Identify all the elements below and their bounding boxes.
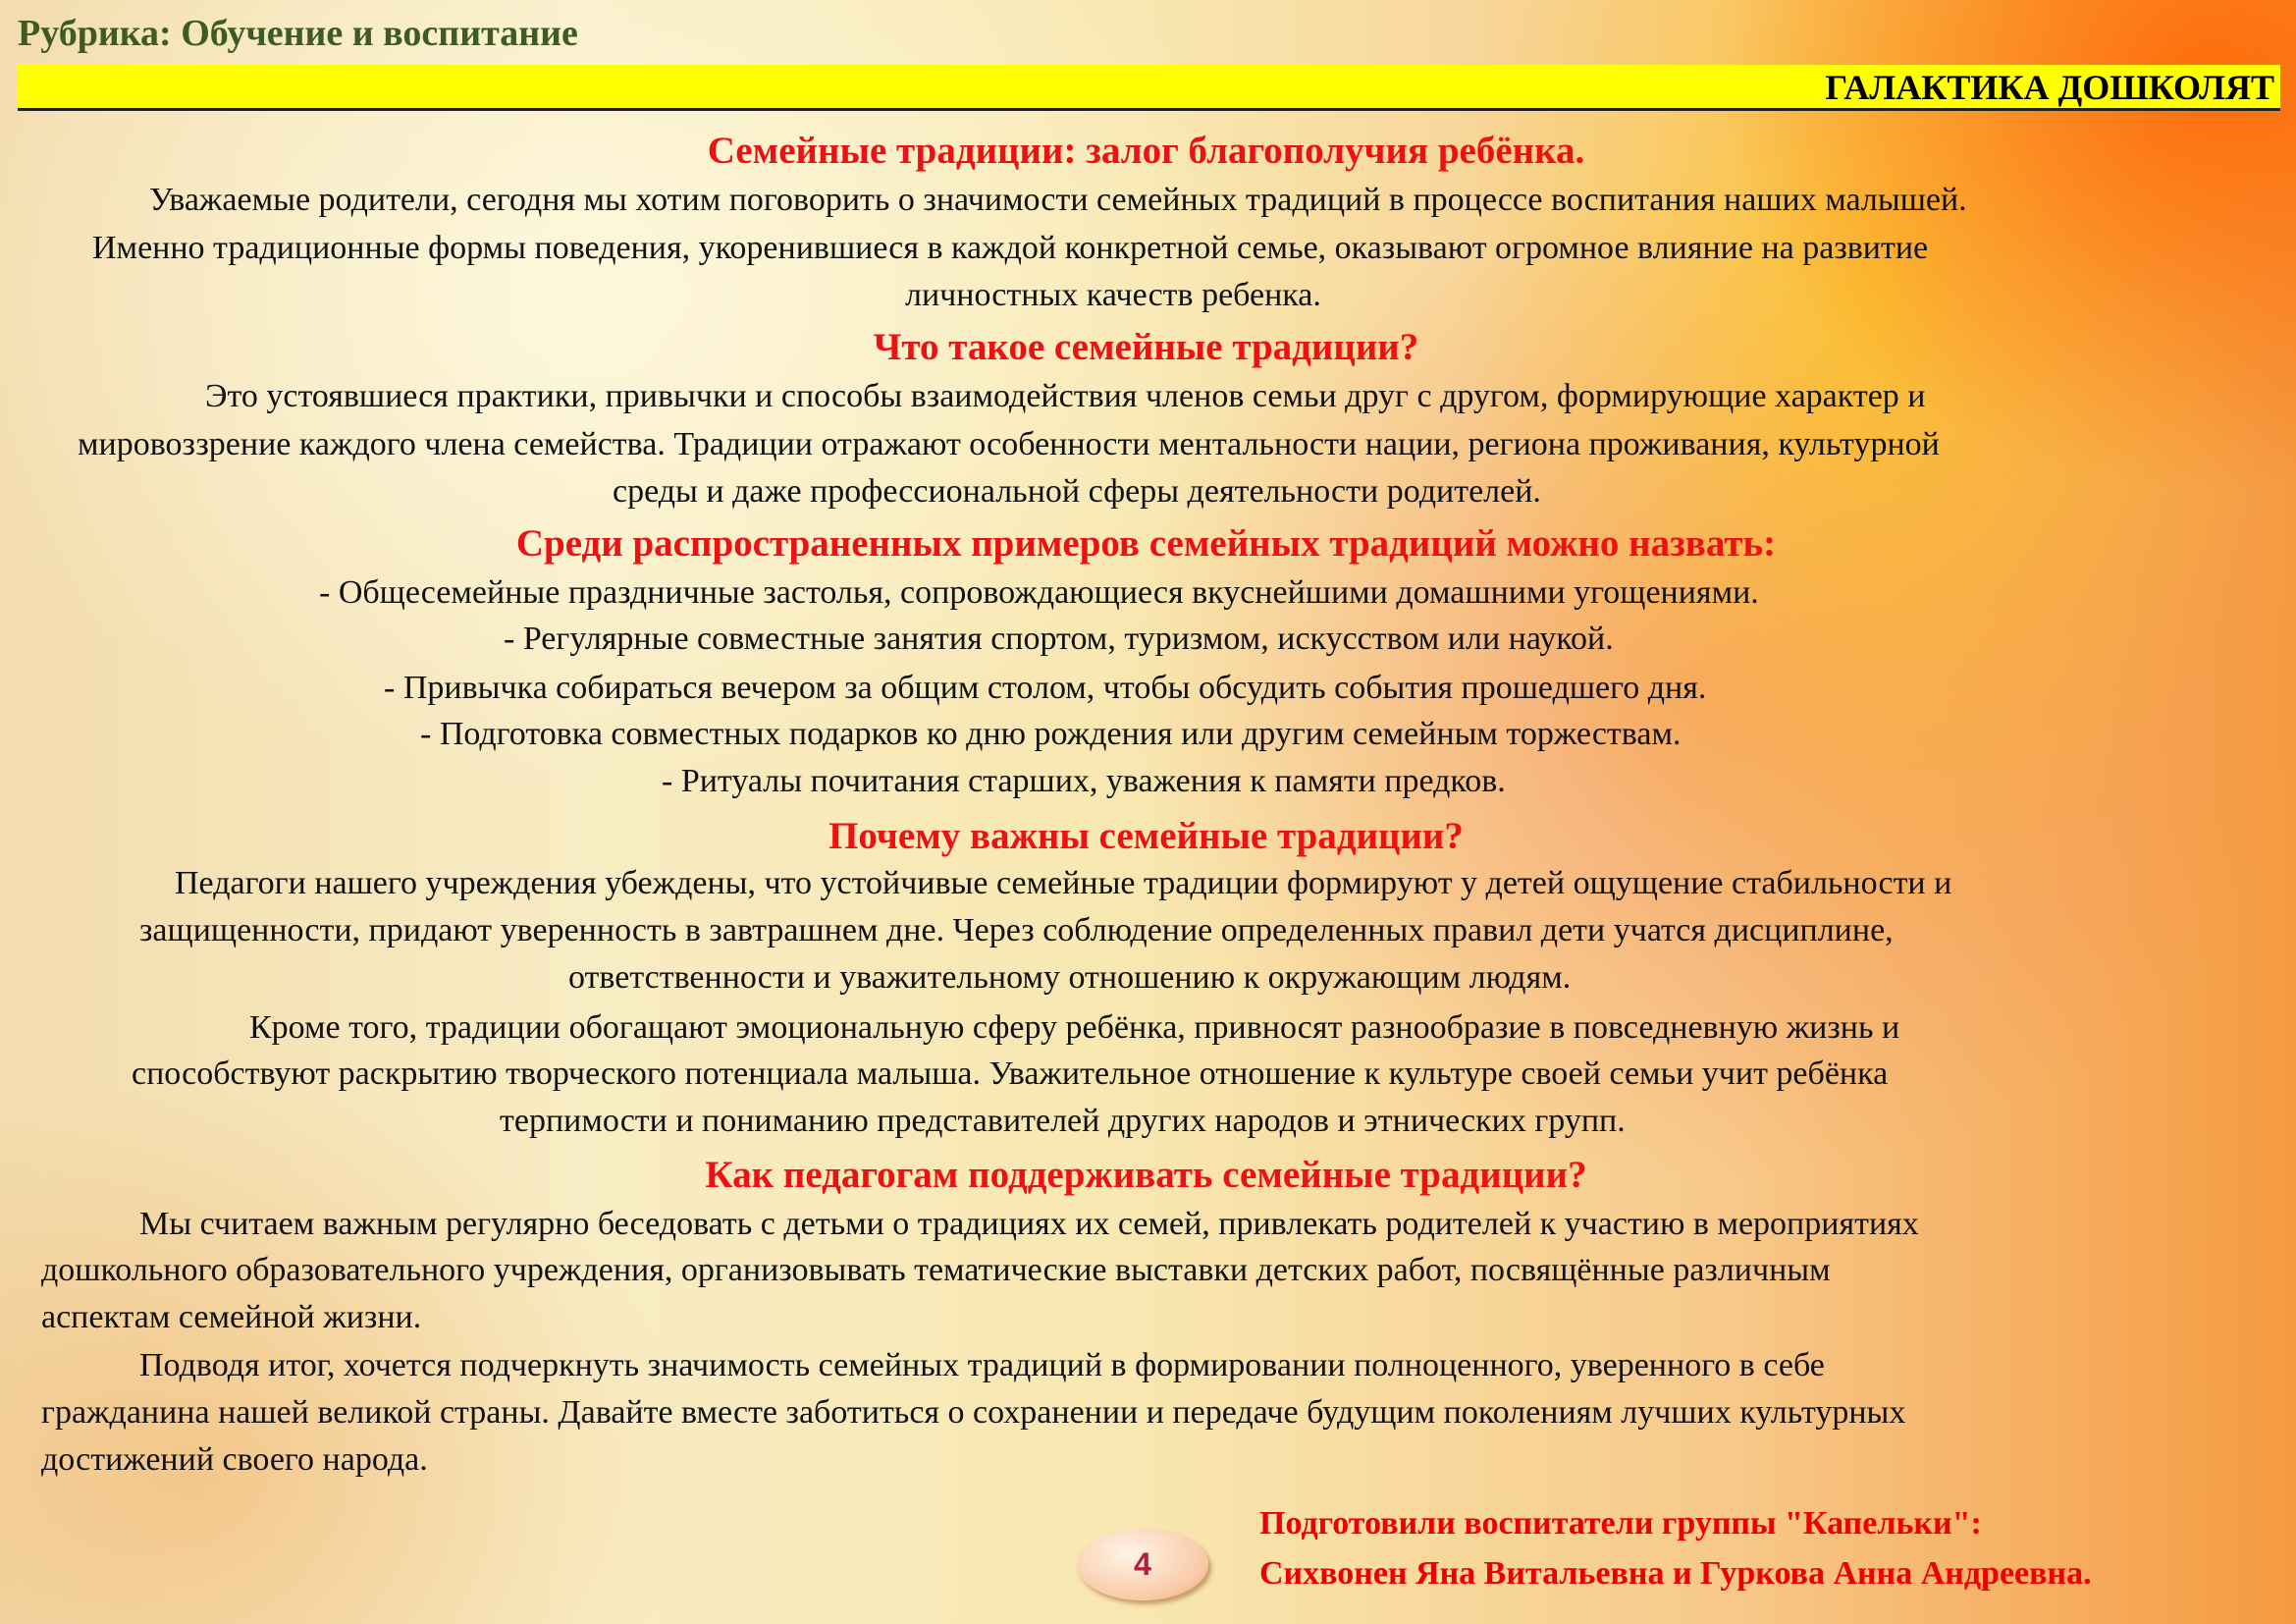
text-line: гражданина нашей великой страны. Давайте вместе заботиться о сохранении и передаче будущим поколениям лучших культурных (41, 1394, 1906, 1431)
authors-caption: Подготовили воспитатели группы "Капельки": (1259, 1505, 1982, 1542)
rubric-label: Рубрика: Обучение и воспитание (18, 13, 578, 54)
section-heading: Среди распространенных примеров семейных традиций можно назвать: (515, 522, 1777, 565)
text-line: достижений своего народа. (41, 1441, 428, 1478)
section-heading: Почему важны семейные традиции? (828, 815, 1464, 857)
text-line: Именно традиционные формы поведения, укоренившиеся в каждой конкретной семье, оказывают огромное влияние на развитие (92, 230, 1929, 266)
banner-title: ГАЛАКТИКА ДОШКОЛЯТ (1825, 68, 2274, 107)
text-line: мировоззрение каждого члена семейства. Традиции отражают особенности ментальности нации, региона проживания, культурной (78, 426, 1940, 462)
text-line: Уважаемые родители, сегодня мы хотим поговорить о значимости семейных традиций в процессе воспитания наших малышей. (149, 182, 1967, 218)
list-item: - Привычка собираться вечером за общим столом, чтобы обсудить события прошедшего дня. (384, 670, 1707, 706)
text-line: ответственности и уважительному отношению к окружающим людям. (568, 959, 1572, 996)
list-item: - Подготовка совместных подарков ко дню рождения или другим семейным торжествам. (420, 716, 1682, 752)
text-line: способствуют раскрытию творческого потенциала малыша. Уважительное отношение к культуре своей семьи учит ребёнка (132, 1056, 1889, 1092)
text-line: Педагоги нашего учреждения убеждены, что устойчивые семейные традиции формируют у детей ощущение стабильности и (175, 865, 1952, 901)
main-title: Семейные традиции: залог благополучия ребёнка. (707, 130, 1585, 172)
authors-names: Сихвонен Яна Витальевна и Гуркова Анна Андреевна. (1259, 1555, 2092, 1592)
text-line: Кроме того, традиции обогащают эмоциональную сферу ребёнка, привносят разнообразие в повседневную жизнь и (249, 1009, 1900, 1046)
text-line: Это устоявшиеся практики, привычки и способы взаимодействия членов семьи друг с другом, формирующие характер и (205, 378, 1926, 414)
text-line: защищенности, придают уверенность в завтрашнем дне. Через соблюдение определенных правил дети учатся дисциплине, (139, 912, 1894, 948)
text-line: среды и даже профессиональной сферы деятельности родителей. (613, 473, 1541, 510)
text-line: Мы считаем важным регулярно беседовать с детьми о традициях их семей, привлекать родителей к участию в мероприятиях (139, 1206, 1919, 1242)
page-number-badge: 4 (1077, 1528, 1208, 1600)
banner-bar (18, 65, 2280, 111)
text-line: терпимости и пониманию представителей других народов и этнических групп. (500, 1103, 1626, 1139)
text-line: личностных качеств ребенка. (905, 277, 1321, 313)
section-heading: Что такое семейные традиции? (873, 326, 1419, 368)
list-item: - Общесемейные праздничные застолья, сопровождающиеся вкуснейшими домашними угощениями. (319, 574, 1759, 611)
list-item: - Регулярные совместные занятия спортом, туризмом, искусством или наукой. (504, 621, 1614, 657)
text-line: аспектам семейной жизни. (41, 1299, 422, 1335)
list-item: - Ритуалы почитания старших, уважения к памяти предков. (662, 763, 1506, 799)
text-line: дошкольного образовательного учреждения, организовывать тематические выставки детских работ, посвящённые различным (41, 1252, 1831, 1288)
text-line: Подводя итог, хочется подчеркнуть значимость семейных традиций в формировании полноценного, уверенного в себе (139, 1347, 1825, 1383)
section-heading: Как педагогам поддерживать семейные традиции? (705, 1154, 1587, 1196)
